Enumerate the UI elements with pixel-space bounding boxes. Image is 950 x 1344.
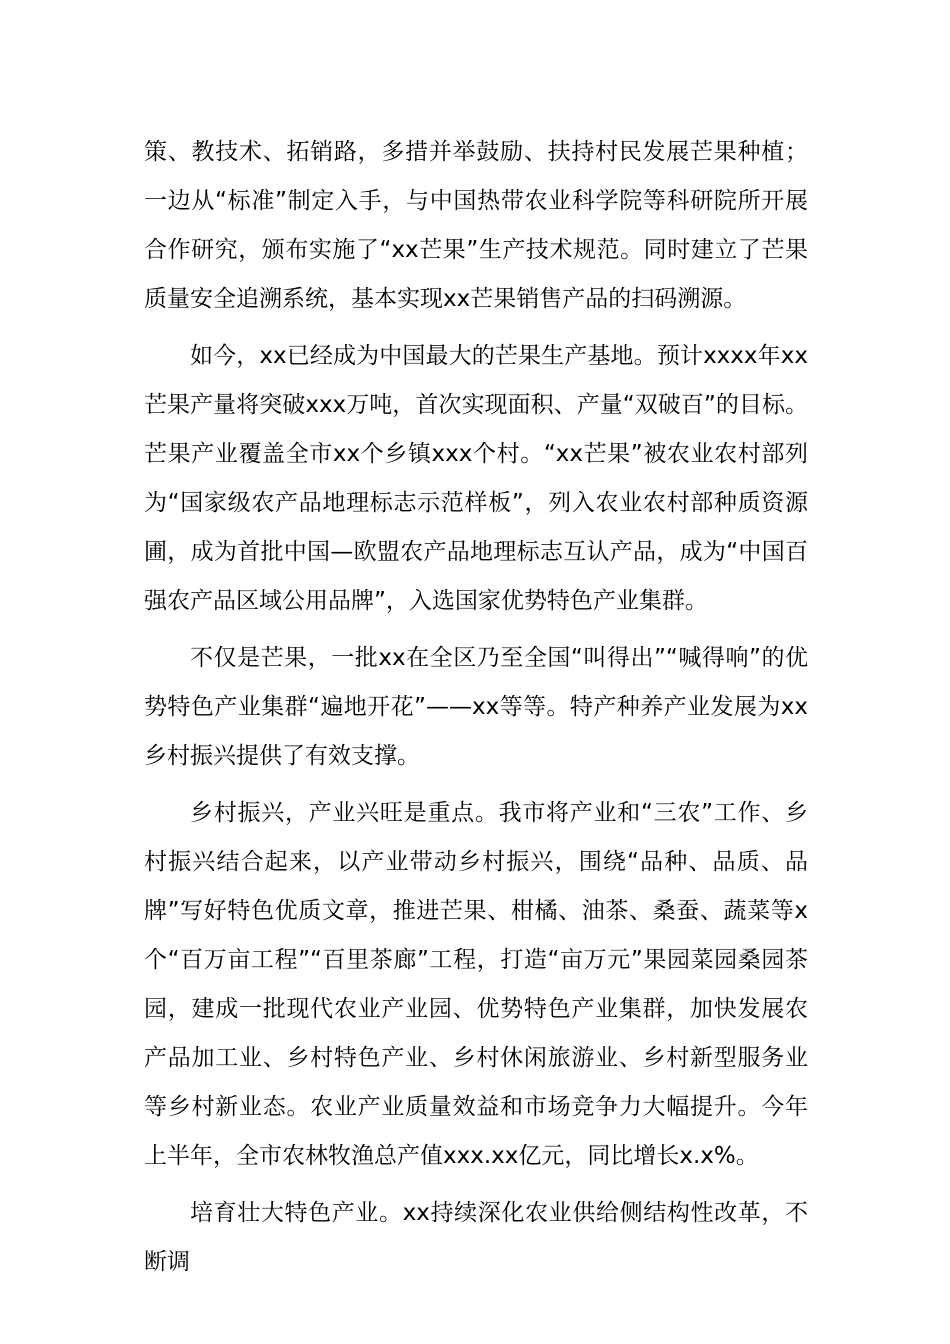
paragraph-3: 不仅是芒果，一批xx在全区乃至全国“叫得出”“喊得响”的优势特色产业集群“遍地开花”——xx等等。特产种养产业发展为xx乡村振兴提供了有效支撑。: [144, 645, 808, 769]
paragraph-2: 如今，xx已经成为中国最大的芒果生产基地。预计xxxx年xx芒果产量将突破xxx万吨，首次实现面积、产量“双破百”的目标。芒果产业覆盖全市xx个乡镇xxx个村。“xx芒果”被农业农村部列为“国家级农产品地理标志示范样板”，列入农业农村部种质资源圃，成为首批中国—欧盟农产品地理标志互认产品，成为“中国百强农产品区域公用品牌”，入选国家优势特色产业集群。: [144, 343, 808, 614]
document-body: [144, 128, 808, 1295]
paragraph-1: 策、教技术、拓销路，多措并举鼓励、扶持村民发展芒果种植；一边从“标准”制定入手，与中国热带农业科学院等科研院所开展合作研究，颁布实施了“xx芒果”生产技术规范。同时建立了芒果质量安全追溯系统，基本实现xx芒果销售产品的扫码溯源。: [144, 139, 808, 312]
paragraph-4: 乡村振兴，产业兴旺是重点。我市将产业和“三农”工作、乡村振兴结合起来，以产业带动乡村振兴，围绕“品种、品质、品牌”写好特色优质文章，推进芒果、柑橘、油茶、桑蚕、蔬菜等x个“百万亩工程”“百里茶廊”工程，打造“亩万元”果园菜园桑园茶园，建成一批现代农业产业园、优势特色产业集群，加快发展农产品加工业、乡村特色产业、乡村休闲旅游业、乡村新型服务业等乡村新业态。农业产业质量效益和市场竞争力大幅提升。今年上半年，全市农林牧渔总产值xxx.xx亿元，同比增长x.x%。: [144, 800, 808, 1169]
paragraph-5: 培育壮大特色产业。xx持续深化农业供给侧结构性改革，不断调: [144, 1200, 808, 1275]
